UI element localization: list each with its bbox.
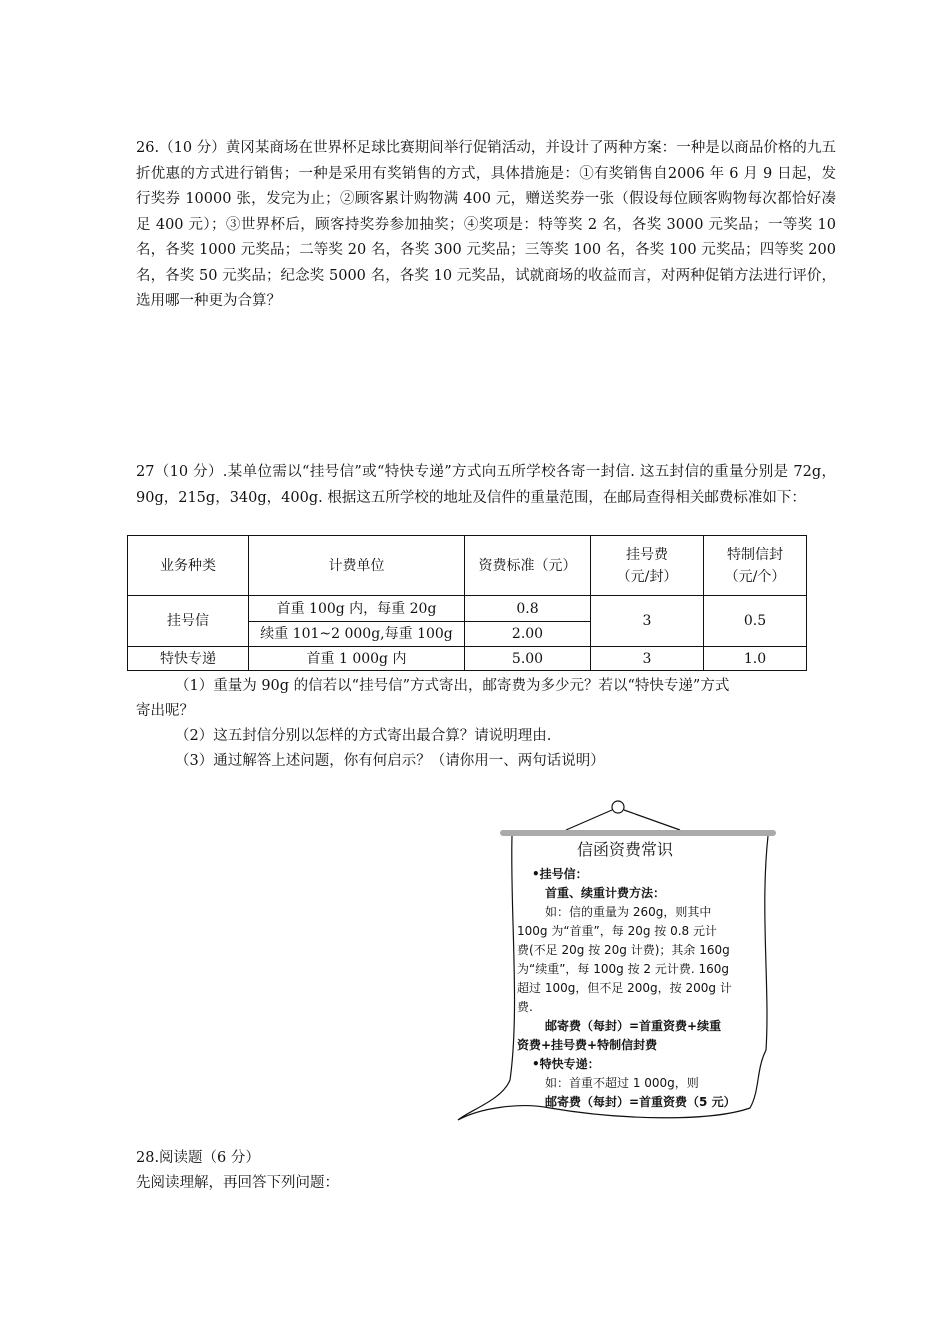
scroll-express-heading: •特快专递： [532,1057,600,1071]
question-27-part-1-continued: 寄出呢？ [136,703,194,719]
cell-express-unit: 首重 1 000g 内 [249,647,465,671]
header-registration-fee [591,536,704,596]
scroll-example-line-6: 费. [517,1000,533,1014]
header-service-type: 业务种类 [128,536,249,596]
cell-registered-reg-fee: 3 [591,596,704,647]
header-billing-unit: 计费单位 [249,536,465,596]
cell-express-rate: 5.00 [465,647,591,671]
cell-registered-envelope-fee: 0.5 [704,596,807,647]
scroll-example-line-4: 为“续重”，每 100g 按 2 元计费. 160g [517,962,729,976]
question-28-intro: 先阅读理解，再回答下列问题： [136,1175,339,1191]
question-28-title: 28.阅读题（6 分） [136,1150,260,1166]
header-envelope-fee-line2: （元/个） [724,568,786,585]
cell-first-weight-unit: 首重 100g 内，每重 20g [249,596,465,622]
scroll-formula-line-2: 资费+挂号费+特制信封费 [517,1038,658,1052]
header-registration-fee-line2: （元/封） [616,568,678,585]
scroll-example-line-2: 100g 为“首重”，每 20g 按 0.8 元计 [517,924,717,938]
scroll-express-example: 如：首重不超过 1 000g，则 [545,1076,699,1090]
cell-continued-weight-rate: 2.00 [465,622,591,647]
question-27-part-2: （2）这五封信分别以怎样的方式寄出最合算？请说明理由. [175,728,552,744]
cell-continued-weight-unit: 续重 101~2 000g,每重 100g [249,622,465,647]
question-27-part-3: （3）通过解答上述问题，你有何启示？（请你用一、两句话说明） [175,753,605,769]
cell-registered-mail: 挂号信 [128,596,249,647]
scroll-registered-heading: •挂号信： [532,867,588,881]
cell-express-envelope-fee: 1.0 [704,647,807,671]
header-envelope-fee-line1: 特制信封 [727,546,783,563]
question-26: 26.（10 分）黄冈某商场在世界杯足球比赛期间举行促销活动，并设计了两种方案：一种是以商品价格的九五折优惠的方式进行销售；一种是采用有奖销售的方式，具体措施是：①有奖销售自2006 年 6 月 9 日起，发行奖券 10000 张，发完为止；②顾客累计购物满 400 元，赠送奖券一张（假设每位顾客购物每次都恰好凑足 400 元）；③世界杯后，顾客持奖券参加抽奖；④奖项是：特等奖 2 名，各奖 3000 元奖品；一等奖 10 名，各奖 1000 元奖品；二等奖 20 名，各奖 300 元奖品；三等奖 100 名，各奖 100 元奖品；四等奖 200 名，各奖 50 元奖品；纪念奖 5000 名，各奖 10 元奖品，试就商场的收益而言，对两种促销方法进行评价，选用哪一种更为合算？ [136,140,836,309]
scroll-express-formula: 邮寄费（每封）=首重资费（5 元） [545,1095,736,1109]
scroll-method-heading: 首重、续重计费方法： [545,886,666,900]
header-rate: 资费标准（元） [465,536,591,596]
question-27-intro: 27（10 分）.某单位需以“挂号信”或“特快专递”方式向五所学校各寄一封信. 这五封信的重量分别是 72g，90g，215g，340g，400g. 根据这五所学校的地址及信件的重量范围，在邮局查得相关邮费标准如下： [136,464,836,506]
header-registration-fee-line1: 挂号费 [626,546,668,563]
cell-express-reg-fee: 3 [591,647,704,671]
question-27-part-1: （1）重量为 90g 的信若以“挂号信”方式寄出，邮寄费为多少元？若以“特快专递”方式 [175,678,730,694]
scroll-example-line-3: 费(不足 20g 按 20g 计费)；其余 160g [517,943,730,957]
scroll-formula-line-1: 邮寄费（每封）=首重资费+续重 [545,1019,722,1033]
postage-info-scroll [440,790,790,1140]
cell-express-mail: 特快专递 [128,647,249,671]
postage-fee-table [127,535,807,671]
scroll-example-line-5: 超过 100g，但不足 200g，按 200g 计 [517,981,732,995]
scroll-example-line-1: 如：信的重量为 260g，则其中 [545,905,712,919]
header-envelope-fee [704,536,807,596]
cell-first-weight-rate: 0.8 [465,596,591,622]
scroll-title: 信函资费常识 [577,840,674,859]
